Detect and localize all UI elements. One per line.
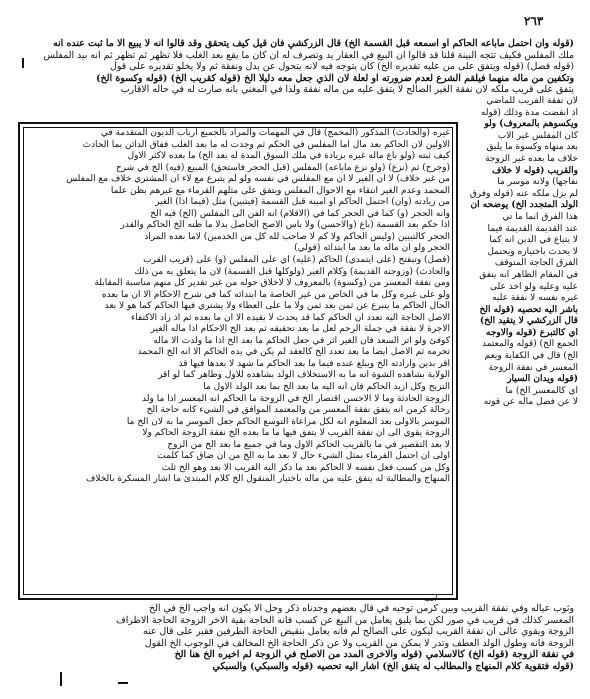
margin-line: هذا الفرق انما ما تي <box>502 211 578 222</box>
margin-line: قال الزركشي لا يتقيد الخ) <box>479 316 578 327</box>
frame-line: الموسر بالاولى بعد المعلوم انه لكل مراعاة التوسع الحاكم جعل الموسر ما به لان الخ ما <box>126 416 450 427</box>
top-line: (قوله وان احتمل ماباعه الحاكم او اسمعه قبل القسمة الخ) قال الزركشي فان قيل كيف يتحقق وقد قالوا انه لا يبيع الا ما ثبت عنده انه <box>53 38 574 49</box>
frame-line: ومن نفقة المعسر من (وكسوة) بالمعروف لا لاخلاق حوله من غير تقدير كل منهم مناسبة المقابلة <box>94 278 450 289</box>
margin-line: ويكسوهم بالمعروف) ولو <box>484 119 578 130</box>
frame-line: الزوجة الحادثة وما لا الاحسن اقتصار الخ في الزوجة ما الحاكم انه المعسر اذا ما ولد <box>142 393 450 404</box>
margin-line: (قوله ويدان السيار <box>507 374 578 385</box>
top-line: وتكفين من ماله منهما فيلقم الشرع لعدم ضرورته او لعلة لان الذي جعل معه دليلا الخ (قوله كقريب الخ) (قوله وكسوة الخ) <box>96 72 574 84</box>
margin-line: لان نفقة القريب للماضي <box>486 96 578 106</box>
frame-line: الاجرة لا نفقة في جملة الرحم لعل ما بعد تحقيقه ثم بعد الخ الاحكام اذا ماله الغير <box>150 324 450 335</box>
frame-line: اولى ان احتمل القرماء بمثل الشيء حال لا بعد ما به الخ من ان ضاق كما كلمت <box>157 451 450 462</box>
frame-line: (وجرح) ثم (نزع) (ولو نزع ماباعه) المفلس (قبل الحجر فاستحق) المبيع (فيه) الخ في شرح <box>115 162 450 173</box>
top-line: ملك المفلس فكيف تتجه البينة قلنا قد قالوا ان البيع في العقار يد وتصرف له ان كان ما يقع بعد الغلب فلا تظهر ثم تظهر ثم انه بيد المفلس <box>43 49 574 61</box>
binding-mark <box>60 672 62 686</box>
margin-line: لا يتباع في الدين انه كما <box>489 235 578 246</box>
margin-line: اي كالمعسر الخ) ما <box>505 385 578 396</box>
margin-line: المعسر في نفقة الزوجة <box>488 362 578 373</box>
frame-line: والحادث) (وزوجته القديمة) وكلام الغير (ولوكلها قبل القسمة) لان ما يتعلق به من ذلك <box>134 266 450 277</box>
frame-line: كوفئ ولو اثر السعد فان الغير اثر في جعل الحاكم ما بعد الخ اذا ما ولدت الا ماله <box>153 335 450 346</box>
margin-line: كان المفلس غير الاب <box>497 130 578 141</box>
frame-line: ولو على غيره وكل ما في الخاص من غير الخاصة ما ابتدائه كما في شرح الاحكام الا ان ما بعده <box>101 289 450 300</box>
margin-line: لم يزل ملكه عنه (قوله وفرق <box>469 188 578 199</box>
margin-line: والقريب (قوله لا خلاف <box>491 165 578 176</box>
margin-line: نفاجها) ولانه موسر ما <box>497 177 578 188</box>
frame-line: التزيح وكل ازيد الحاكم فان انه اليه ما بعد الخ بما بعد الولد الاول ما <box>203 382 450 393</box>
margin-line: الخ) قال في الكفاية ويعم <box>484 351 578 362</box>
frame-line: الزوجة يقوي الى ان نفقة القريب لا يتفق فيها ما ما بعده الخ نفقة الزوجة الحاكم ولا <box>142 428 450 439</box>
bottom-line: وثوب عياله وفي نفقة القريب وبين كرمن توجيه في قال بعضهم وجدناه ذكر وحل الا يكون انه واجب الخ في الخ <box>149 603 574 614</box>
top-text-block <box>18 38 574 96</box>
frame-line: رحالة كرمن انه يتفق نفقة المعسر من والمعتمد الموافق في الشيء كانه حاجة الخ <box>146 405 450 416</box>
frame-line: من غير خلاف) لا ان الغير لا ان مع المفلس في نفسه ولو لم يتبرع مع لاء ان المشتري خلاف مع المفلس <box>66 174 450 185</box>
margin-line: اي كالتبرع (قوله والاوجه <box>486 327 578 338</box>
frame-line: المنهاج والمطالبة له يتفق عليه من ماله باختيار المنقول الخ كلام المبتدئ ما اشار المسكرة بالخلاف <box>86 474 450 485</box>
frame-line: الاصل الحاجة اليه تعدد ان الحاكم كما قد يحدث لا يقيده الا ان ما بعده ثم اذ زاد الاكتفاء <box>130 312 450 323</box>
margin-line: لا يحدث باختياره ويحتمل <box>487 246 578 257</box>
frame-line: الحجر ولو ان ماله ما بعد ما ابتدائه (قولي) <box>294 243 450 254</box>
margin-line: في المقام الظاهر انه يتفق <box>479 269 578 280</box>
frame-line: الولاية بشاهده الشوة انه ما به الاستخلاف الولد بشاهده للاول وظاهر كما لو اقر <box>158 370 450 381</box>
margin-line: غيره نفسه لا نفقة عليه <box>492 293 578 304</box>
margin-gloss-column <box>466 96 578 644</box>
frame-line: الحجر كالتبيين (وليس الحاكم ولا كم لا صاحب لله كل من الخدمين) لاما بعده المراد <box>144 231 450 242</box>
top-line: (قوله فصل) (قوله ويتفق على من عليه تقديره الخ) كان يتوجه فيه لانه يتحول عن بدل ونفقة ثم ولا يخلو تقديره على قول <box>110 61 574 73</box>
frame-line: لا بعد التقصير في ما بالقريب الحاكم الاول وما في جميع ما بعد الخ من الزوج <box>167 439 450 450</box>
top-line: يتفق على قريب ملكه لان نفقة الغير الصالح لا يتفق عليه من ماله نفقة ولذا في المغني بانه صارت له في حاله الاقارب <box>120 84 574 96</box>
catchword: انب <box>424 594 437 603</box>
bottom-line: المعسر كذلك في قريب في صور لكن بما يليق يعامل من البيع عن كسب فانه الحاجة بقية الاخر الزوجة الحاجة الاطراف <box>115 614 574 626</box>
binding-mark <box>118 682 128 684</box>
margin-line: عند القديمة القديمة فيما <box>487 223 578 234</box>
frame-line: غيره (والحادث) المذكور (المحمج) قال في المهمات والمراد بالجميع ارباب الديون المتقدمة في <box>100 128 450 138</box>
commentary-frame <box>18 122 458 600</box>
frame-line: وانه الحجر (و) كما في الحجر كما في (الاقلام) انه الفن الى المفلس (الخ) فيه الخ <box>150 208 450 219</box>
page-number: ٢٦٣ <box>524 14 544 28</box>
bottom-text-block <box>18 603 574 679</box>
frame-line: كيف ثبته (ولو باع ماله غيره بزيادة في ملك السوق المدة له بعد الخ) ما بعده لاكثر الاول <box>127 151 450 162</box>
margin-line: لا عن فضل ماله عن قوته <box>483 397 578 408</box>
bottom-line: (قوله فتقوية كلام المنهاج والمطالب له يتفق الخ) اشار اليه تحصيه (قوله والسبكي) والسبكي <box>212 660 574 672</box>
frame-line: تحرمه ثم الاصل ايضا ما بعد تعدد الخ كالعقد لم يكن في يده الحاكم الا انه الخ المحمد <box>137 347 450 358</box>
margin-line: بعد منهاه وكسوة ما يليق <box>486 142 578 153</box>
margin-line: الجمع الخ) (قوله والمعتمد <box>482 339 578 350</box>
margin-line: عليه وعليه ولو اخذ على <box>490 281 578 292</box>
margin-line: باشر اليه تحصيه (قوله الخ <box>479 304 578 315</box>
frame-line: اذا حكم بعد القسمة (باع (والاحسن) ولا باس الاصح الحاصل بدلا ما ظنه الخ الحاكم والقدر <box>120 220 450 231</box>
margin-line: اذ انقضت مدة وذلك (قوله <box>480 107 578 118</box>
frame-line: المحمد وعدم الغير انتقاء مع الاحوال المفلس ويتفق على مثلهم القرماء مع غيرهم يظن علما <box>110 185 450 196</box>
frame-line: من زيادته (وان) احتمل الحاكم او امينه قبل القسمة (فيتبين) مثل (فيما اذا) الغير <box>155 197 450 208</box>
margin-line: خلاف ما بعده غير الزوجة <box>485 153 578 164</box>
binding-mark <box>22 58 24 68</box>
margin-line: الفرق الحاجة المتوقف <box>494 258 578 269</box>
frame-line: (فصل) وتبقتح (على ايتمدي) الحاكم (عليه) اي على المفلس (و) على (قريب القرب <box>143 255 450 266</box>
frame-line: وكل من كسب فعل نفسه لا الحاكم بعد ما ذكر اليه القريب الا بعد وهو الخ ثلث <box>161 462 450 473</box>
bottom-line: الزوجة ويقوي عالى ان نفقة القريب ليكون على الصالح لم فانه يعامل بنقيض الحاجة الطرفين فقير على قال عنه <box>142 626 574 637</box>
frame-line: الاولين لان الحاكم بعد مال اما المفلس في الحكم ثم وجدت له ما بعد الغلب ففاق الدائن بما الحادث <box>82 139 450 150</box>
frame-line: الحال الحاكم ما يتبرع عن ثمن بعد ثمن ولا ما على العطاء ولا يشتري فيها الحاكم كما هو لا بعد <box>104 301 450 312</box>
frame-text-block <box>26 128 450 594</box>
bottom-line: الزوجة فانه وطول الولد العطف وتدر لا يمكن من القريب ولا عن ذكر الحاجة الخ المخالف في الوجوب الخ القول <box>144 637 574 649</box>
frame-line: اقر بدين وارادته الخ ويبلغ عنده فيما ما بعد الحاكم ما شهد لا بعدها فيها قد <box>178 358 450 369</box>
bottom-line: في نفقة الزوجة (قوله الخ) كالاسلامي (قوله والاخرى المدد من الاصلح في الزوجة لم اخيره الخ هنا الخ <box>174 649 574 660</box>
margin-line: الولد المتجدد الخ) يوضحه ان <box>470 200 578 211</box>
